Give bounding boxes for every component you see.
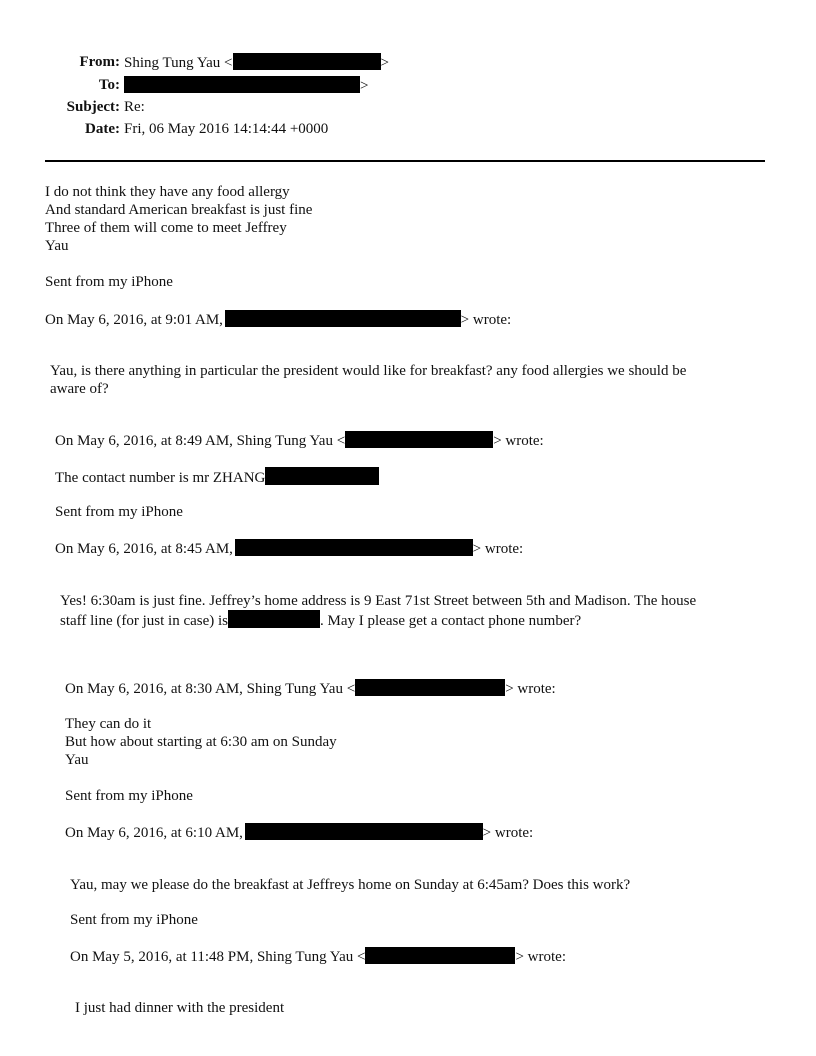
msg1-line: Three of them will come to meet Jeffrey — [45, 220, 287, 236]
msg2-line: aware of? — [50, 381, 109, 397]
date-label: Date: — [85, 121, 120, 137]
msg5-line: They can do it — [65, 716, 152, 732]
msg1-sent: Sent from my iPhone — [45, 274, 173, 290]
redaction-block — [345, 431, 493, 448]
msg5-sent: Sent from my iPhone — [65, 788, 193, 804]
from-end: > — [380, 55, 389, 71]
msg5-line: Yau — [65, 752, 89, 768]
quote-prefix: On May 6, 2016, at 8:45 AM, — [55, 541, 233, 557]
subject-value: Re: — [124, 99, 145, 115]
quote-suffix: > wrote: — [472, 541, 524, 557]
redaction-block — [355, 679, 505, 696]
from-label: From: — [79, 54, 120, 70]
msg3-contact — [55, 467, 379, 487]
quote-suffix: > wrote: — [460, 312, 512, 328]
redaction-block — [365, 947, 515, 964]
to-value — [124, 76, 368, 95]
msg1-line: I do not think they have any food allergy — [45, 184, 290, 200]
redaction-block — [124, 76, 360, 93]
header-divider — [45, 160, 765, 162]
msg5-line: But how about starting at 6:30 am on Sunday — [65, 734, 337, 750]
redaction-block — [225, 310, 461, 327]
msg6-quote-header — [70, 947, 566, 966]
msg3-quote-header — [55, 431, 544, 450]
quote-suffix: > wrote: — [482, 825, 534, 841]
quote-prefix: On May 6, 2016, at 6:10 AM, — [65, 825, 243, 841]
msg3-quote2-header — [55, 539, 523, 558]
msg1-quote-header — [45, 310, 511, 329]
msg6-sent: Sent from my iPhone — [70, 912, 198, 928]
redaction-block — [228, 610, 320, 628]
msg1-line: And standard American breakfast is just fine — [45, 202, 313, 218]
quote-prefix: On May 5, 2016, at 11:48 PM, Shing Tung Yau < — [70, 949, 366, 965]
subject-label: Subject: — [66, 99, 120, 115]
msg6-line: Yau, may we please do the breakfast at Jeffreys home on Sunday at 6:45am? Does this work? — [70, 877, 631, 893]
line-suffix: . May I please get a contact phone number? — [320, 613, 582, 629]
contact-text: The contact number is mr ZHANG — [55, 470, 266, 486]
quote-prefix: On May 6, 2016, at 8:49 AM, Shing Tung Yau < — [55, 433, 346, 449]
redaction-block — [235, 539, 473, 556]
msg5-quote2-header — [65, 823, 533, 842]
quote-prefix: On May 6, 2016, at 8:30 AM, Shing Tung Yau < — [65, 681, 356, 697]
msg4-line — [60, 610, 581, 630]
to-label: To: — [98, 77, 120, 93]
quote-suffix: > wrote: — [505, 681, 556, 697]
from-name: Shing Tung Yau < — [124, 55, 233, 71]
redaction-block — [245, 823, 483, 840]
date-value: Fri, 06 May 2016 14:14:44 +0000 — [124, 121, 329, 137]
msg1-line: Yau — [45, 238, 69, 254]
quote-prefix: On May 6, 2016, at 9:01 AM, — [45, 312, 223, 328]
redaction-block — [233, 53, 381, 70]
from-value — [124, 53, 389, 72]
quote-suffix: > wrote: — [515, 949, 566, 965]
redaction-block — [265, 467, 379, 485]
quote-suffix: > wrote: — [493, 433, 544, 449]
msg4-line: Yes! 6:30am is just fine. Jeffrey’s home address is 9 East 71st Street between 5th and Madison. The house — [60, 593, 697, 609]
to-end: > — [360, 78, 369, 94]
msg3-sent: Sent from my iPhone — [55, 504, 183, 520]
msg5-quote-header — [65, 679, 556, 698]
line-prefix: staff line (for just in case) is — [60, 613, 229, 629]
msg7-line: I just had dinner with the president — [75, 1000, 285, 1016]
msg2-line: Yau, is there anything in particular the president would like for breakfast? any food allergies we should be — [50, 363, 687, 379]
